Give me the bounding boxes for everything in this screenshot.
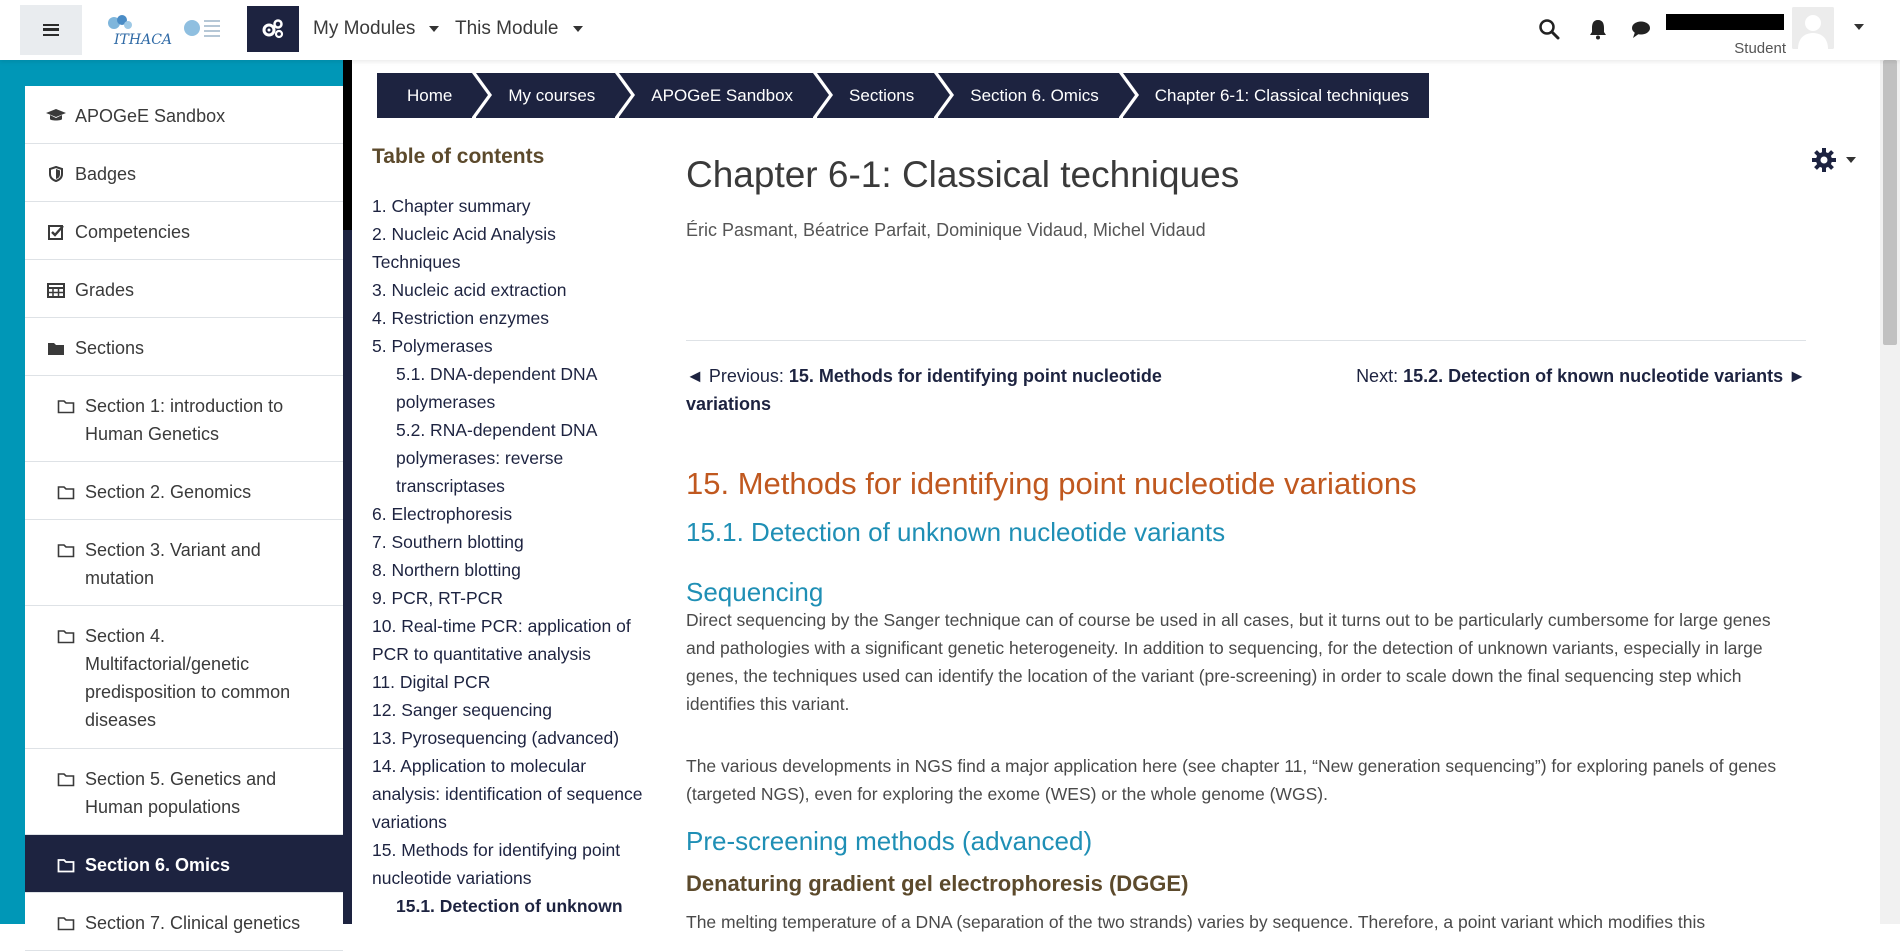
toc-entry[interactable]: 13. Pyrosequencing (advanced) — [372, 728, 620, 748]
folder-outline-icon — [55, 540, 77, 560]
svg-text:ITHACA: ITHACA — [114, 32, 173, 48]
previous-chapter-link[interactable] — [686, 362, 1206, 418]
toc-entry[interactable]: 10. Real-time PCR: application of PCR to quantitative analysis — [372, 616, 631, 664]
drawer-item-label: Section 5. Genetics and Human populations — [85, 769, 277, 817]
main-content — [686, 140, 1806, 241]
drawer-item-label: Section 1: introduction to Human Genetics — [85, 396, 284, 444]
divider — [686, 340, 1806, 341]
site-logo[interactable] — [104, 14, 224, 48]
table-of-contents — [372, 140, 647, 920]
ithaca-logo-icon — [104, 14, 224, 48]
gears-icon — [262, 19, 284, 39]
breadcrumb — [377, 73, 1433, 118]
drawer-item-section-1[interactable] — [25, 376, 343, 462]
toc-entry[interactable]: 9. PCR, RT-PCR — [372, 588, 503, 608]
left-drawer — [0, 60, 345, 933]
breadcrumb-course[interactable]: APOGeE Sandbox — [619, 73, 813, 118]
drawer-item-label: Section 2. Genomics — [85, 482, 252, 502]
folder-icon — [45, 338, 67, 358]
drawer-item-label: Grades — [75, 280, 135, 300]
avatar[interactable] — [1792, 7, 1834, 49]
drawer-item-label: Section 6. Omics — [85, 855, 231, 875]
drawer-item-sections[interactable] — [25, 318, 343, 376]
drawer-toggle-button[interactable] — [20, 5, 82, 55]
drawer-item-label: APOGeE Sandbox — [75, 106, 226, 126]
drawer-nav-list — [25, 86, 343, 951]
drawer-item-label: Section 3. Variant and mutation — [85, 540, 261, 588]
drawer-scrollbar-thumb[interactable] — [343, 60, 352, 230]
top-navbar — [0, 0, 1900, 60]
folder-outline-icon — [55, 913, 77, 933]
toc-subentry[interactable]: 5.2. RNA-dependent DNA polymerases: reverse transcriptases — [396, 420, 597, 496]
next-title: 15.2. Detection of known nucleotide variants ► — [1403, 366, 1806, 386]
section-heading: 15. Methods for identifying point nucleotide variations — [686, 466, 1417, 501]
my-modules-label: My Modules — [313, 18, 416, 39]
shield-icon — [45, 164, 67, 184]
breadcrumb-my-courses[interactable]: My courses — [476, 73, 615, 118]
page-scrollbar[interactable] — [1880, 60, 1900, 924]
page-scrollbar-thumb[interactable] — [1883, 60, 1897, 345]
drawer-item-badges[interactable] — [25, 144, 343, 202]
drawer-item-label: Sections — [75, 338, 145, 358]
search-icon[interactable] — [1538, 18, 1560, 40]
breadcrumb-sections[interactable]: Sections — [817, 73, 934, 118]
previous-label: ◄ Previous: — [686, 366, 784, 386]
page-title: Chapter 6-1: Classical techniques — [686, 154, 1240, 195]
toc-current-entry[interactable]: 15.1. Detection of unknown — [396, 896, 623, 916]
bell-icon[interactable] — [1587, 18, 1609, 40]
folder-outline-icon — [55, 482, 77, 502]
next-label: Next: — [1356, 366, 1399, 386]
gear-icon — [1810, 146, 1838, 174]
user-name-redacted[interactable] — [1666, 14, 1784, 30]
toc-entry[interactable]: 7. Southern blotting — [372, 532, 524, 552]
drawer-item-course[interactable] — [25, 86, 343, 144]
toc-title: Table of contents — [372, 145, 545, 168]
drawer-item-section-2[interactable] — [25, 462, 343, 520]
drawer-item-label: Section 4. Multifactorial/genetic predisposition to common diseases — [85, 626, 291, 730]
toc-entry[interactable]: 8. Northern blotting — [372, 560, 521, 580]
drawer-item-section-3[interactable] — [25, 520, 343, 606]
my-modules-menu[interactable] — [313, 18, 439, 40]
breadcrumb-chapter[interactable]: Chapter 6-1: Classical techniques — [1123, 73, 1429, 118]
next-chapter-link[interactable] — [1356, 362, 1806, 390]
drawer-item-competencies[interactable] — [25, 202, 343, 260]
user-role: Student — [1734, 40, 1786, 57]
dgge-heading: Denaturing gradient gel electrophoresis (DGGE) — [686, 871, 1189, 896]
checkbox-icon — [45, 222, 67, 242]
chapter-settings-button[interactable] — [1810, 146, 1856, 174]
folder-outline-icon — [55, 396, 77, 416]
drawer-scrollbar[interactable] — [343, 60, 352, 924]
toc-entry[interactable]: 14. Application to molecular analysis: identification of sequence variations — [372, 756, 643, 832]
paragraph-ngs: The various developments in NGS find a major application here (see chapter 11, “New generation sequencing”) for exploring panels of genes (targeted NGS), even for exploring the exome (WES) or the whole genome (WGS). — [686, 756, 1777, 804]
drawer-item-label: Competencies — [75, 222, 191, 242]
this-module-menu[interactable] — [455, 18, 583, 40]
drawer-item-section-6-active[interactable] — [25, 835, 343, 893]
sequencing-heading: Sequencing — [686, 577, 824, 607]
prescreening-heading: Pre-screening methods (advanced) — [686, 826, 1093, 856]
module-settings-button[interactable] — [247, 6, 299, 52]
user-menu-chevron-down-icon[interactable] — [1854, 24, 1864, 30]
toc-entry[interactable]: 4. Restriction enzymes — [372, 308, 550, 328]
breadcrumb-section-6[interactable]: Section 6. Omics — [938, 73, 1119, 118]
toc-entry[interactable]: 5. Polymerases — [372, 336, 493, 356]
toc-entry[interactable]: 1. Chapter summary — [372, 196, 531, 216]
this-module-label: This Module — [455, 18, 559, 39]
folder-outline-icon — [55, 626, 77, 646]
drawer-item-grades[interactable] — [25, 260, 343, 318]
drawer-item-label: Section 7. Clinical genetics — [85, 913, 301, 933]
drawer-item-label: Badges — [75, 164, 137, 184]
drawer-item-section-7[interactable] — [25, 893, 343, 951]
toc-entry[interactable]: 11. Digital PCR — [372, 672, 491, 692]
chevron-down-icon — [1846, 157, 1856, 163]
toc-entry[interactable]: 6. Electrophoresis — [372, 504, 513, 524]
drawer-item-section-5[interactable] — [25, 749, 343, 835]
toc-entry[interactable]: 12. Sanger sequencing — [372, 700, 552, 720]
folder-icon — [55, 855, 77, 875]
folder-outline-icon — [55, 769, 77, 789]
paragraph-sequencing: Direct sequencing by the Sanger technique can of course be used in all cases, but it turns out to be particularly cumbersome for large genes and pathologies with a significant genetic heterogeneity. In addition to sequencing, for the detection of unknown variants, especially in large genes, the techniques used can identify the location of the variant (pre-screening) in order to scale down the final sequencing step which identifies this variant. — [686, 610, 1771, 714]
drawer-item-section-4[interactable] — [25, 606, 343, 749]
chevron-down-icon — [429, 26, 439, 32]
previous-title: 15. Methods for identifying point nucleotide variations — [686, 366, 1162, 414]
chevron-down-icon — [573, 26, 583, 32]
toc-entry[interactable]: 2. Nucleic Acid Analysis Techniques — [372, 224, 556, 272]
toc-subentry[interactable]: 5.1. DNA-dependent DNA polymerases — [396, 364, 597, 412]
hamburger-icon — [43, 24, 59, 36]
breadcrumb-home[interactable]: Home — [377, 73, 472, 118]
table-icon — [45, 280, 67, 300]
chat-icon[interactable] — [1630, 18, 1652, 40]
user-avatar-icon — [1792, 7, 1834, 49]
graduation-cap-icon — [45, 106, 67, 126]
toc-entry[interactable]: 15. Methods for identifying point nucleotide variations — [372, 840, 621, 888]
toc-entry[interactable]: 3. Nucleic acid extraction — [372, 280, 567, 300]
paragraph-dgge: The melting temperature of a DNA (separation of the two strands) varies by sequence. Therefore, a point variant which modifies this — [686, 912, 1706, 932]
chapter-authors: Éric Pasmant, Béatrice Parfait, Dominique Vidaud, Michel Vidaud — [686, 220, 1206, 240]
subsection-heading: 15.1. Detection of unknown nucleotide variants — [686, 517, 1226, 547]
